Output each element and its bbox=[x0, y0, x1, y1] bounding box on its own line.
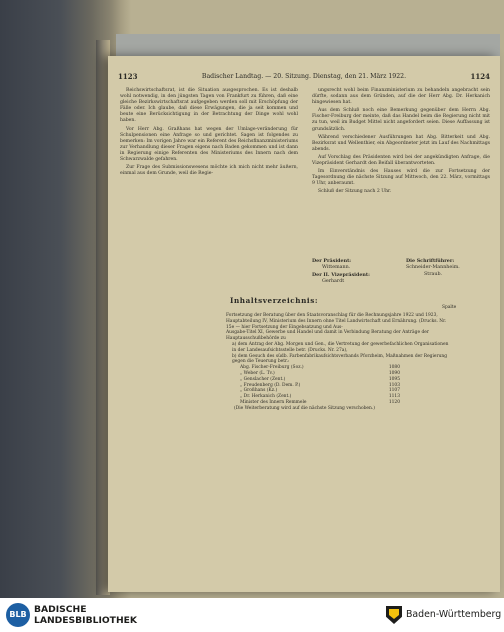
list-item: „ Freudenberg (D. Dem. P.) 1103 bbox=[240, 382, 400, 388]
vice-name: Gerhardt bbox=[322, 279, 345, 285]
list-item: „ Weber (L. Tv.) 1090 bbox=[240, 370, 400, 376]
signature-president bbox=[312, 258, 370, 286]
toc-entry: b) dem Gesuch des südb. Farbenfabrikaufsichtsverbands Pforzheim, Maßnahmen der Regierung gegen die Teuerung betr.: bbox=[232, 353, 448, 365]
running-head bbox=[118, 72, 490, 84]
secretary-third: Straub. bbox=[424, 271, 443, 277]
toc-title: Inhaltsverzeichnis: bbox=[230, 296, 319, 305]
paragraph: Vor Herr Abg. Graßhans hat wegen der Umlage-veränderung für Schulpensionen eine Anfrage so und gerichtet. Sagen ist folgendes zu bemerken: Im vorigen Jahre war ein Referent des Reichsfinanzministeriums zur Verhandlung dieser Fragen eigens nach Baden gekommen und ist dann in Regierung einige Referenten des Ministeriums des Innern nach dem Schwarzwalde gefahren. bbox=[120, 126, 298, 163]
signature-secretaries bbox=[406, 258, 460, 278]
list-item: Minister des Innern Remmele 1120 bbox=[240, 399, 400, 405]
running-title: Badischer Landtag. — 20. Sitzung. Dienstag, den 21. März 1922. bbox=[201, 73, 407, 80]
list-item: „ Genslacher (Zent.) 1095 bbox=[240, 376, 400, 382]
secretaries-names: Schneider-Mannheim. bbox=[406, 265, 460, 271]
left-column bbox=[120, 88, 298, 179]
table-of-contents bbox=[220, 313, 450, 412]
paragraph: Zur Frage des Submissionswesens möchte ich mich nicht mehr äußern, einmal aus dem Grunde, weil die Regie- bbox=[120, 165, 298, 177]
speaker-list bbox=[240, 365, 400, 406]
right-column bbox=[312, 88, 490, 198]
paragraph: Im Einverständnis des Hauses wird die zur Fortsetzung der Tagesordnung die nächste Sitzung auf Mittwoch, den 22. März, vormittags 9 Uhr, anberaumt. bbox=[312, 169, 490, 187]
paragraph: Während verschiedener Ausführungen hat Abg. Bitterkeit und Abg. Bezirksrat und Wellenthier, ein Abgeordneter jetzt im Lauf des Nachmittags abends. bbox=[312, 134, 490, 152]
paragraph: ungsrecht wohl beim Finanzministerium zu behandeln angebracht sein dürfte, sodann aus dem Gründen, auf die der Herr Abg. Dr. Herkanich hingewiesen hat. bbox=[312, 88, 490, 106]
toc-entry: a) dem Antrag der Abg. Morgen und Gen., die Vertretung der gewerbefachlichen Organisationen in der Landesaufsichtsstelle betr. (Drucks. Nr. 27a), bbox=[232, 341, 449, 353]
toc-footer-note: (Die Weiterberatung wird auf die nächste Sitzung verschoben.) bbox=[234, 405, 375, 411]
paragraph: Reichswirtschaftsrat, ist die Situation ausgesprochen. Es ist deshalb wohl notwendig, in den jüngsten Tagen von Frankfurt zu führen, daß eine gleiche Bezirkswirtschaftsrat aufgegeben werden soll mit Erschöpfung der Fälle oder. Ich glaube, daß diese Erwägungen, die ja seit kommen und beute eine Berücksichtigung in der Betrachtung der Dinge wohl wohl haben. bbox=[120, 88, 298, 124]
bw-crest-icon bbox=[386, 606, 402, 624]
page-number-left: 1123 bbox=[118, 72, 138, 81]
toc-column-label: Spalte bbox=[442, 305, 457, 310]
toc-entry: Fortsetzung der Beratung über den Staatsvoranschlag für die Rechnungsjahre 1922 und 1923, Hauptabteilung IV, Ministerium des Innern ohne Titel Landwirtschaft und Ernährung. (Drucks. Nr. 15e — hier Fortsetzung der Eingebsatzung und Aus- bbox=[226, 313, 447, 330]
blb-logo-icon[interactable]: BLB bbox=[6, 603, 30, 627]
paragraph: Schluß der Sitzung nach 2 Uhr. bbox=[318, 189, 392, 195]
paragraph: Aus dem Schluß noch eine Bemerkung gegenüber dem Herrn Abg. Fischer-Freiburg der meinte, daß das Handel beim die Regierung nicht mit zu tun, weil im Budget Mittel nicht angefordert seien. Diese Auffassung ist grundsätzlich. bbox=[312, 108, 490, 132]
list-item: Abg. Fischer-Freiburg (Soz.) 1080 bbox=[240, 365, 400, 371]
toc-entry: Ausgabe-Titel XI, Gewerbe und Handel und damit in Verbindung Beratung der Anträge der Hauptausschußbehörde zu bbox=[226, 330, 429, 342]
footer-bar bbox=[0, 598, 504, 632]
president-label: Der Präsident: bbox=[312, 258, 352, 264]
secretaries-label: Die Schriftführer: bbox=[406, 258, 455, 264]
president-name: Wittemann. bbox=[322, 265, 351, 271]
vice-label: Der II. Vizepräsident: bbox=[312, 271, 370, 278]
list-item: „ Dr. Herkanich (Zent.) 1113 bbox=[240, 394, 400, 400]
blb-name[interactable]: BADISCHE LANDESBIBLIOTHEK bbox=[34, 604, 138, 626]
list-item: „ Großhans (Kz.) 1107 bbox=[240, 388, 400, 394]
bw-name[interactable]: Baden-Württemberg bbox=[406, 609, 502, 620]
page-number-right: 1124 bbox=[470, 72, 490, 81]
paragraph: Auf Vorschlag des Präsidenten wird bei der angekündigten Anfrage, die Vizepräsident Gerhardt den Beifall überantworteten. bbox=[312, 154, 490, 167]
